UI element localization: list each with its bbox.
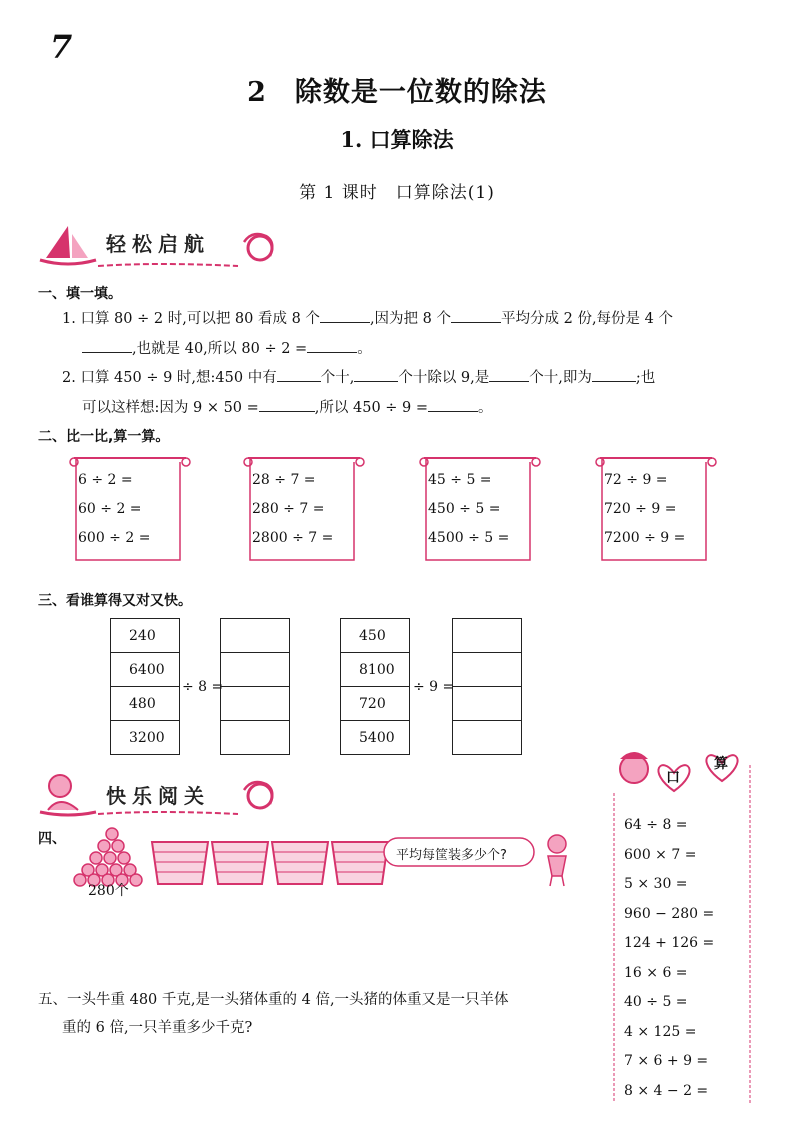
mental-math-item: 600 × 7 =: [624, 846, 697, 863]
mental-math-item: 7 × 6 + 9 =: [624, 1053, 709, 1069]
q2-scroll-group: [418, 450, 528, 560]
text: 平均分成 2 份,每份是 4 个: [501, 311, 673, 327]
equation: 280 ÷ 7 =: [252, 501, 325, 517]
answer-blank[interactable]: [354, 367, 398, 382]
equation: 45 ÷ 5 =: [428, 472, 492, 488]
value-cell: 480: [111, 687, 180, 721]
q2-scroll-group: [242, 450, 352, 560]
q3-left-operator: ÷ 8 =: [182, 679, 224, 695]
q4-count-label: 280个: [88, 883, 129, 899]
page-number: 7: [50, 28, 73, 66]
q1-item1-line1: [62, 305, 673, 333]
mental-math-item: 5 × 30 =: [624, 876, 688, 892]
value-cell: 450: [341, 619, 410, 653]
text: 。: [357, 341, 372, 357]
mental-math-item: 40 ÷ 5 =: [624, 994, 688, 1010]
girl-with-hat-icon: [620, 755, 648, 783]
answer-blank[interactable]: [592, 367, 636, 382]
text: 1. 口算 80 ÷ 2 时,可以把 80 看成 8 个: [62, 311, 320, 327]
q5-line1: 五、一头牛重 480 千克,是一头猪体重的 4 倍,一头猪的体重又是一只羊体: [38, 992, 509, 1008]
text: 个十,: [320, 370, 355, 386]
answer-blank[interactable]: [320, 308, 370, 323]
answer-cell[interactable]: [453, 721, 522, 755]
q3-right-operator: ÷ 9 =: [413, 679, 455, 695]
value-cell: 3200: [111, 721, 180, 755]
equation: 72 ÷ 9 =: [604, 472, 668, 488]
q5-line2: 重的 6 倍,一只羊重多少千克?: [62, 1020, 253, 1036]
answer-cell[interactable]: [221, 619, 290, 653]
text: 个十,即为: [529, 370, 592, 386]
value-cell: 6400: [111, 653, 180, 687]
equation: 600 ÷ 2 =: [78, 530, 151, 546]
fruit-pile-icon: [74, 828, 142, 886]
equation: 6 ÷ 2 =: [78, 472, 133, 488]
q1-item1-line2: [82, 335, 372, 363]
text: ,所以 450 ÷ 9 =: [314, 400, 429, 416]
q1-item2-line2: [82, 394, 493, 422]
chapter-title: 2 除数是一位数的除法: [247, 77, 547, 108]
answer-cell[interactable]: [453, 653, 522, 687]
equation: 7200 ÷ 9 =: [604, 530, 686, 546]
equation: 28 ÷ 7 =: [252, 472, 316, 488]
text: ;也: [635, 370, 656, 386]
answer-blank[interactable]: [277, 367, 321, 382]
value-cell: 5400: [341, 721, 410, 755]
q1-item2-line1: [62, 364, 655, 392]
q4-question-bubble: 平均每筐装多少个?: [396, 848, 507, 863]
answer-blank[interactable]: [307, 338, 357, 353]
panel-frame: [612, 745, 752, 1105]
mental-math-item: 4 × 125 =: [624, 1023, 697, 1040]
text: 可以这样想:因为 9 × 50 =: [82, 400, 259, 416]
mental-math-item: 124 + 126 =: [624, 935, 715, 951]
banner-label: 轻松启航: [106, 232, 210, 256]
q3-left-values: [110, 618, 180, 755]
answer-blank[interactable]: [259, 397, 315, 412]
answer-cell[interactable]: [453, 619, 522, 653]
banner-happy-reading: [38, 770, 288, 816]
heart-label: 口: [666, 770, 680, 786]
equation: 2800 ÷ 7 =: [252, 530, 334, 546]
mental-math-item: 64 ÷ 8 =: [624, 817, 688, 833]
text: ,因为把 8 个: [369, 311, 451, 327]
answer-cell[interactable]: [221, 687, 290, 721]
equation: 450 ÷ 5 =: [428, 501, 501, 517]
value-cell: 240: [111, 619, 180, 653]
text: 2. 口算 450 ÷ 9 时,想:450 中有: [62, 370, 277, 386]
q1-heading: 一、填一填。: [38, 286, 122, 302]
mental-math-item: 16 × 6 =: [624, 964, 688, 981]
answer-blank[interactable]: [489, 367, 529, 382]
girl-icon: [548, 835, 566, 886]
q2-heading: 二、比一比,算一算。: [38, 429, 170, 445]
equation: 720 ÷ 9 =: [604, 501, 677, 517]
section-title: 1. 口算除法: [340, 127, 454, 152]
text: ,也就是 40,所以 80 ÷ 2 =: [132, 341, 308, 357]
q3-right-values: [340, 618, 410, 755]
answer-blank[interactable]: [428, 397, 478, 412]
text: 。: [478, 400, 493, 416]
mental-math-item: 8 × 4 − 2 =: [624, 1082, 709, 1099]
answer-cell[interactable]: [221, 653, 290, 687]
text: 个十除以 9,是: [398, 370, 490, 386]
equation: 4500 ÷ 5 =: [428, 530, 510, 546]
banner-easy-start: [38, 222, 288, 268]
answer-blank[interactable]: [82, 338, 132, 353]
q3-heading: 三、看谁算得又对又快。: [38, 593, 192, 609]
banner-label: 快乐阅关: [106, 784, 210, 808]
q4-label: 四、: [38, 831, 66, 847]
q3-right-answers: [452, 618, 522, 755]
q2-scroll-group: [594, 450, 704, 560]
answer-blank[interactable]: [451, 308, 501, 323]
heart-label: 算: [714, 756, 728, 772]
mental-math-panel: [612, 745, 752, 1105]
value-cell: 720: [341, 687, 410, 721]
answer-cell[interactable]: [453, 687, 522, 721]
mental-math-item: 960 − 280 =: [624, 905, 715, 922]
lesson-title: 第 1 课时 口算除法(1): [299, 183, 495, 203]
basket-icons: [152, 842, 388, 884]
q2-scroll-group: [68, 450, 178, 560]
equation: 60 ÷ 2 =: [78, 501, 142, 517]
q3-left-answers: [220, 618, 290, 755]
value-cell: 8100: [341, 653, 410, 687]
answer-cell[interactable]: [221, 721, 290, 755]
